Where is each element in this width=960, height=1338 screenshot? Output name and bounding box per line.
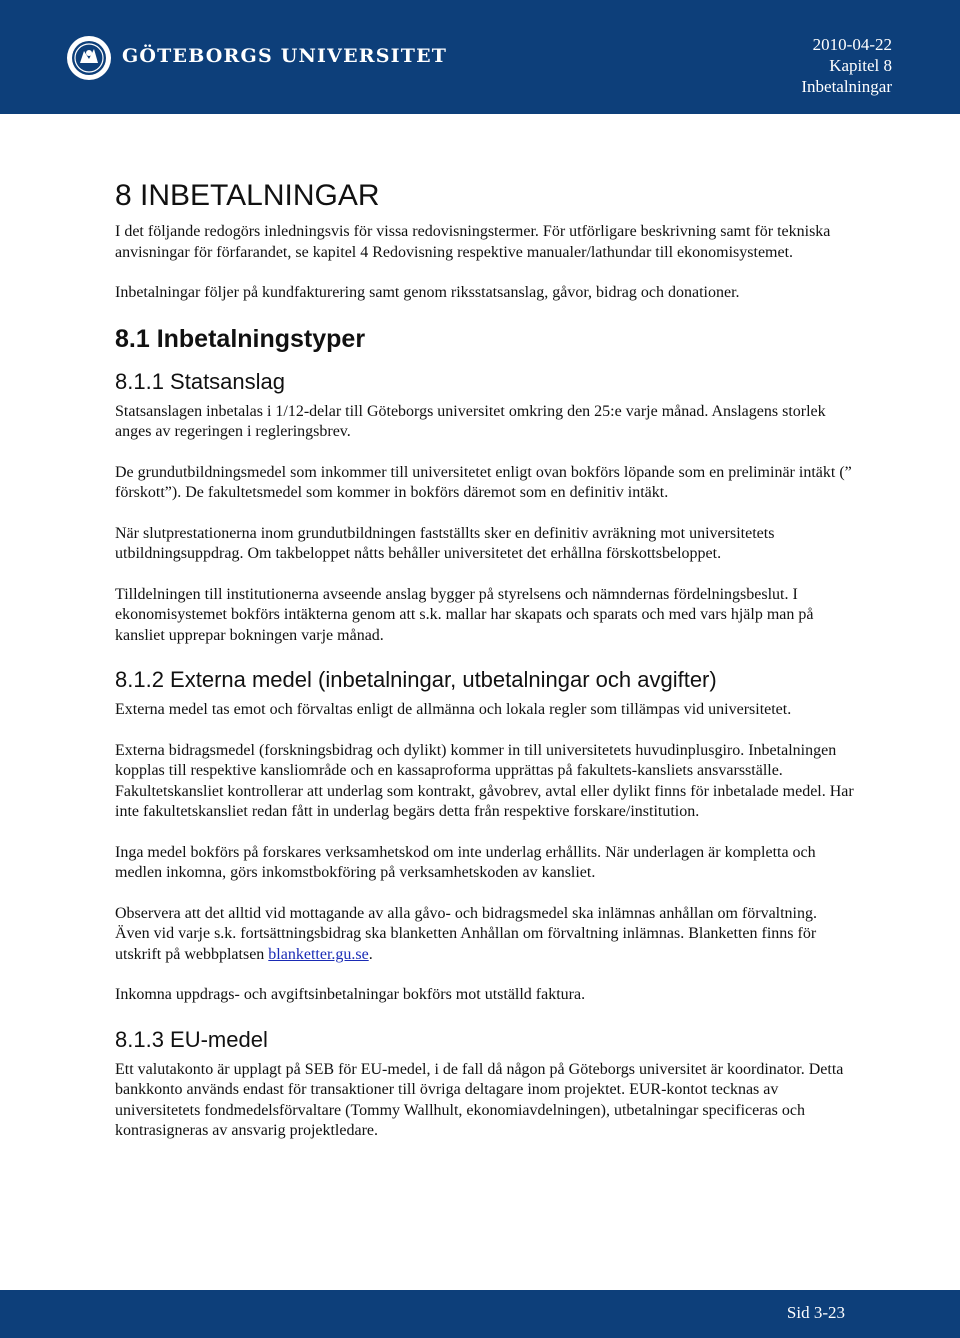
statsanslag-paragraph-3: När slutprestationerna inom grundutbildningen fastställts sker en definitiv avräkning mot universitetets utbildningsuppdrag. Om takbeloppet nåtts behåller universitetet det erhållna förskottsbeloppet. [115,524,775,562]
header-date: 2010-04-22 [812,35,892,54]
page-number: Sid 3-23 [786,1303,845,1322]
blanketter-link[interactable]: blanketter.gu.se [268,945,369,963]
externa-paragraph-2: Externa bidragsmedel (forskningsbidrag och dylikt) kommer in till universitetets huvudinplusgiro. Inbetalningen kopplas till respektive kansliområde och en kassaproforma upprättas på fakultets-kansliets ansvarsställe. Fakultetskansliet kontrollerar att underlag som kontrakt, gåvobrev, avtal eller dylikt finns för inbetalade medel. Har inte fakultetskansliet redan fått in underlag begärs detta från respektive forskare/institution. [115,741,854,820]
externa-paragraph-4 [115,904,855,966]
document-body [115,176,855,1162]
header-meta [801,34,892,97]
university-seal-icon [66,35,112,81]
header-topic: Inbetalningar [801,77,892,96]
statsanslag-paragraph-1: Statsanslagen inbetalas i 1/12-delar till Göteborgs universitet omkring den 25:e varje månad. Anslagens storlek anges av regeringen i regleringsbrev. [115,402,826,440]
externa-paragraph-1: Externa medel tas emot och förvaltas enligt de allmänna och lokala regler som tillämpas vid universitetet. [115,701,792,718]
externa-paragraph-3: Inga medel bokförs på forskares verksamhetskod om inte underlag erhållits. När underlagen är kompletta och medlen inkomna, görs inkomstbokföring på verksamhetskoden av kansliet. [115,843,816,881]
page-header [0,0,960,114]
statsanslag-paragraph-4: Tilldelningen till institutionerna avseende anslag bygger på styrelsens och nämndernas fördelningsbeslut. I ekonomisystemet bokförs intäkterna genom att s.k. mallar har skapats och sparats och med vars hjälp man på kansliet upprepar bokningen varje månad. [115,585,814,644]
statsanslag-paragraph-2: De grundutbildningsmedel som inkommer till universitetet enligt ovan bokförs löpande som en preliminär intäkt (” förskott”). De fakultetsmedel som kommer in bokförs däremot som en definitiv intäkt. [115,463,852,501]
externa-paragraph-5: Inkomna uppdrags- och avgiftsinbetalningar bokförs mot utställd faktura. [115,986,586,1003]
intro-paragraph: I det följande redogörs inledningsvis för vissa redovisningstermer. För utförligare beskrivning samt för tekniska anvisningar för förfarandet, se kapitel 4 Redovisning respektive manualer/lathundar till ekonomisystemet. [115,223,831,261]
externa-paragraph-4-text: Observera att det alltid vid mottagande av alla gåvo- och bidragsmedel ska inlämnas anhållan om förvaltning. Även vid varje s.k. fortsättningsbidrag ska blanketten Anhållan om förvaltning inlämnas. Blanketten finns för utskrift på webbplatsen [115,904,817,963]
intro-paragraph-2: Inbetalningar följer på kundfakturering samt genom riksstatsanslag, gåvor, bidrag och donationer. [115,284,740,301]
subsection-heading-eu: 8.1.3 EU-medel [115,1026,268,1052]
header-chapter: Kapitel 8 [829,56,892,75]
subsection-heading-statsanslag: 8.1.1 Statsanslag [115,368,286,394]
eu-paragraph-1: Ett valutakonto är upplagt på SEB för EU-medel, i de fall då någon på Göteborgs universitet är koordinator. Detta bankkonto används endast för transaktioner till övriga deltagare inom projektet. EUR-kontot tecknas av universitetets fondmedelsförvaltare (Tommy Wallhult, ekonomiavdelningen), utbetalningar specificeras och kontrasigneras av ansvarig projektledare. [115,1060,844,1139]
brand-name: GÖTEBORGS UNIVERSITET [122,45,448,67]
chapter-title: 8 INBETALNINGAR [115,179,380,212]
externa-paragraph-4-end: . [368,945,373,963]
subsection-heading-externa: 8.1.2 Externa medel (inbetalningar, utbetalningar och avgifter) [115,667,717,692]
section-heading-types: 8.1 Inbetalningstyper [115,324,366,353]
